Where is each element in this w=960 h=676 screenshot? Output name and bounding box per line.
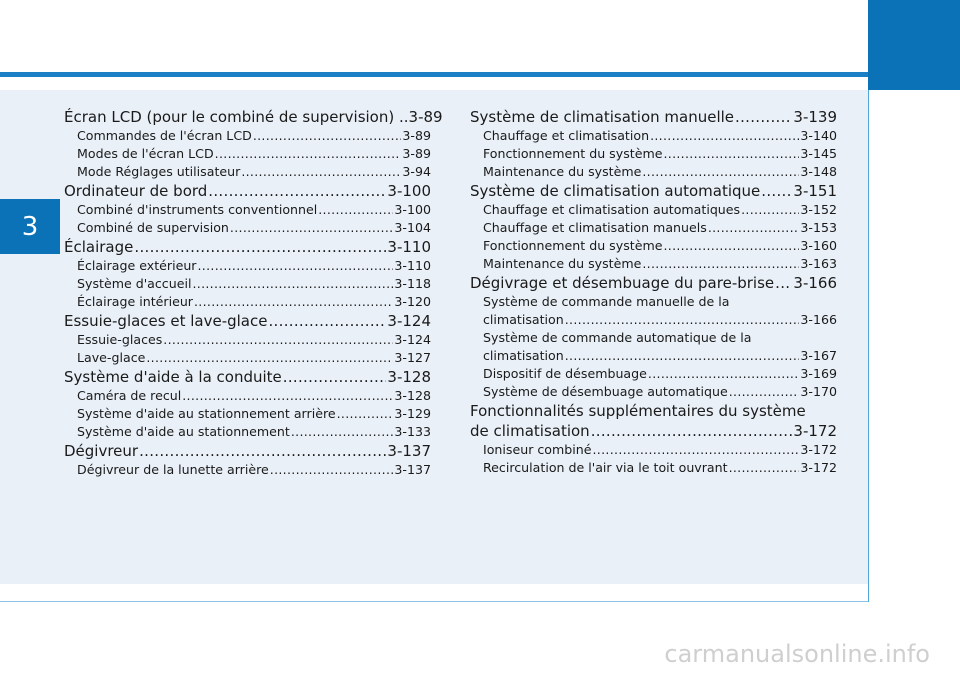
- leader-dots: [291, 423, 394, 441]
- toc-section-degivrage[interactable]: [470, 273, 837, 293]
- toc-page: 3-89: [408, 108, 443, 126]
- toc-page: 3-152: [800, 202, 837, 217]
- toc-section-title: Dégivrage et désembuage du pare-brise: [470, 274, 775, 292]
- leader-dots: [182, 387, 393, 405]
- toc-section-title: de climatisation: [470, 422, 590, 440]
- toc-section-title: Système d'aide à la conduite: [64, 368, 282, 386]
- toc-item[interactable]: [470, 219, 837, 237]
- leader-dots: [741, 201, 799, 219]
- toc-page: 3-133: [394, 424, 431, 439]
- leader-dots: [192, 275, 393, 293]
- toc-item[interactable]: [470, 311, 837, 329]
- toc-item-title: Caméra de recul: [77, 388, 182, 403]
- toc-item-title: Chauffage et climatisation automatiques: [483, 202, 741, 217]
- toc-section-fonctionnalites[interactable]: [470, 421, 837, 441]
- toc-page: 3-172: [793, 422, 837, 440]
- toc-page: 3-118: [394, 276, 431, 291]
- leader-dots: [230, 219, 393, 237]
- toc-item[interactable]: [470, 163, 837, 181]
- leader-dots: [134, 237, 386, 257]
- leader-dots: [650, 127, 799, 145]
- toc-item-title: Chauffage et climatisation: [483, 128, 650, 143]
- toc-item-title: Maintenance du système: [483, 256, 642, 271]
- leader-dots: [642, 255, 799, 273]
- toc-page: 3-166: [800, 312, 837, 327]
- leader-dots: [215, 145, 402, 163]
- toc-section-title: Éclairage: [64, 238, 134, 256]
- toc-item[interactable]: [64, 423, 431, 441]
- toc-item-title: Système d'aide au stationnement: [77, 424, 290, 439]
- leader-dots: [270, 461, 394, 479]
- watermark: carmanualsonline.info: [664, 640, 930, 668]
- toc-item-title: Système d'accueil: [77, 276, 192, 291]
- toc-page: 3-94: [402, 164, 431, 179]
- leader-dots: [593, 441, 800, 459]
- toc-item-title: Modes de l'écran LCD: [77, 146, 214, 161]
- toc-page: 3-124: [394, 332, 431, 347]
- leader-dots: [565, 347, 800, 365]
- toc-item[interactable]: [64, 405, 431, 423]
- toc-item[interactable]: [64, 145, 431, 163]
- toc-page: 3-169: [800, 366, 837, 381]
- leader-dots: [146, 349, 393, 367]
- leader-dots: [139, 441, 386, 461]
- toc-page: 3-129: [394, 406, 431, 421]
- toc-page: 3-137: [387, 442, 431, 460]
- chapter-tab: [0, 199, 60, 254]
- toc-page: 3-163: [800, 256, 837, 271]
- toc-section-aide-conduite[interactable]: [64, 367, 431, 387]
- toc-section-lcd[interactable]: [64, 107, 443, 127]
- toc-item-title: Recirculation de l'air via le toit ouvrant: [483, 460, 728, 475]
- toc-section-clim-auto[interactable]: [470, 181, 837, 201]
- toc-page: 3-160: [800, 238, 837, 253]
- toc-page: 3-89: [402, 146, 431, 161]
- toc-item-title: Fonctionnement du système: [483, 238, 663, 253]
- leader-dots: [729, 383, 800, 401]
- toc-page: 3-139: [793, 108, 837, 126]
- toc-item-title: Dégivreur de la lunette arrière: [77, 462, 269, 477]
- toc-item[interactable]: [470, 459, 837, 477]
- toc-item-title: Mode Réglages utilisateur: [77, 164, 241, 179]
- toc-item[interactable]: [470, 347, 837, 365]
- toc-item-title: Combiné de supervision: [77, 220, 229, 235]
- footer-rule: [0, 601, 868, 602]
- toc-section-title: Système de climatisation manuelle: [470, 108, 735, 126]
- leader-dots: [198, 257, 394, 275]
- toc-item[interactable]: [470, 127, 837, 145]
- leader-dots: [663, 145, 799, 163]
- leader-dots: [565, 311, 800, 329]
- toc-item[interactable]: [64, 461, 431, 479]
- toc-item-title: Éclairage intérieur: [77, 294, 193, 309]
- toc-page: 3-167: [800, 348, 837, 363]
- leader-dots: [337, 405, 394, 423]
- toc-section-essuie-glaces[interactable]: [64, 311, 431, 331]
- leader-dots: [775, 273, 792, 293]
- toc-item[interactable]: [64, 293, 431, 311]
- toc-item[interactable]: [470, 255, 837, 273]
- toc-item[interactable]: [64, 219, 431, 237]
- toc-item[interactable]: [64, 163, 431, 181]
- toc-page: 3-172: [800, 460, 837, 475]
- toc-page: 3-153: [800, 220, 837, 235]
- leader-dots: [591, 421, 793, 441]
- toc-item-title: Dispositif de désembuage: [483, 366, 647, 381]
- toc-item[interactable]: [64, 331, 431, 349]
- toc-item-title: Fonctionnement du système: [483, 146, 663, 161]
- toc-item-title: Essuie-glaces: [77, 332, 163, 347]
- toc-section-ordinateur[interactable]: [64, 181, 431, 201]
- header-rule: [0, 72, 868, 77]
- toc-item-title: climatisation: [483, 348, 564, 363]
- toc-item[interactable]: [470, 145, 837, 163]
- leader-dots: [241, 163, 401, 181]
- toc-section-title: Dégivreur: [64, 442, 139, 460]
- toc-item[interactable]: [64, 349, 431, 367]
- toc-item-title[interactable]: Système de commande automatique de la: [483, 330, 752, 345]
- toc-item-title: Maintenance du système: [483, 164, 642, 179]
- toc-item-title: Système de désembuage automatique: [483, 384, 728, 399]
- leader-dots: [663, 237, 799, 255]
- toc-page: 3-124: [387, 312, 431, 330]
- toc-page: 3-170: [800, 384, 837, 399]
- leader-dots: [729, 459, 800, 477]
- toc-item[interactable]: [470, 365, 837, 383]
- toc-left-column: [64, 107, 443, 479]
- toc-page: 3-100: [394, 202, 431, 217]
- toc-item-title: climatisation: [483, 312, 564, 327]
- leader-dots: [318, 201, 393, 219]
- toc-page: 3-128: [387, 368, 431, 386]
- toc-page: 3-120: [394, 294, 431, 309]
- toc-page: 3-172: [800, 442, 837, 457]
- toc-section-eclairage[interactable]: [64, 237, 431, 257]
- corner-block: [868, 0, 960, 90]
- chapter-number: 3: [21, 211, 39, 242]
- toc-page: 3-137: [394, 462, 431, 477]
- toc-page: 3-100: [387, 182, 431, 200]
- toc-page: 3-166: [793, 274, 837, 292]
- leader-dots: [648, 365, 799, 383]
- toc-section-title: Écran LCD (pour le combiné de supervision) ..: [64, 108, 409, 126]
- toc-item-title: Commandes de l'écran LCD: [77, 128, 252, 143]
- toc-item[interactable]: [64, 257, 431, 275]
- toc-page: 3-128: [394, 388, 431, 403]
- toc-item-title: Éclairage extérieur: [77, 258, 197, 273]
- toc-item[interactable]: [470, 237, 837, 255]
- toc-page: 3-151: [793, 182, 837, 200]
- leader-dots: [735, 107, 792, 127]
- leader-dots: [708, 219, 800, 237]
- leader-dots: [194, 293, 393, 311]
- leader-dots: [253, 127, 402, 145]
- toc-item[interactable]: [64, 387, 431, 405]
- toc-item[interactable]: [470, 201, 837, 219]
- toc-section-title[interactable]: Fonctionnalités supplémentaires du système: [470, 402, 806, 420]
- leader-dots: [268, 311, 386, 331]
- toc-page: 3-145: [800, 146, 837, 161]
- toc-page: 3-140: [800, 128, 837, 143]
- toc-section-title: Ordinateur de bord: [64, 182, 208, 200]
- leader-dots: [208, 181, 386, 201]
- leader-dots: [283, 367, 387, 387]
- leader-dots: [163, 331, 393, 349]
- toc-page: 3-89: [402, 128, 431, 143]
- toc-item-title: Système d'aide au stationnement arrière: [77, 406, 336, 421]
- toc-item-title: Chauffage et climatisation manuels: [483, 220, 707, 235]
- toc-item-title[interactable]: Système de commande manuelle de la: [483, 294, 730, 309]
- toc-section-clim-manuelle[interactable]: [470, 107, 837, 127]
- toc-item-title: Combiné d'instruments conventionnel: [77, 202, 318, 217]
- leader-dots: [761, 181, 792, 201]
- toc-page: 3-148: [800, 164, 837, 179]
- toc-right-column: [470, 107, 837, 477]
- toc-section-title: Système de climatisation automatique: [470, 182, 761, 200]
- toc-page: 3-110: [387, 238, 431, 256]
- toc-page: 3-104: [394, 220, 431, 235]
- toc-item[interactable]: [470, 383, 837, 401]
- toc-section-title: Essuie-glaces et lave-glace: [64, 312, 268, 330]
- toc-item[interactable]: [470, 441, 837, 459]
- leader-dots: [642, 163, 799, 181]
- toc-item[interactable]: [64, 275, 431, 293]
- toc-item[interactable]: [64, 201, 431, 219]
- toc-item-title: Lave-glace: [77, 350, 146, 365]
- toc-item-title: Ioniseur combiné: [483, 442, 592, 457]
- side-rule: [868, 90, 869, 602]
- toc-page: 3-110: [394, 258, 431, 273]
- toc-section-degivreur[interactable]: [64, 441, 431, 461]
- toc-item[interactable]: [64, 127, 431, 145]
- toc-page: 3-127: [394, 350, 431, 365]
